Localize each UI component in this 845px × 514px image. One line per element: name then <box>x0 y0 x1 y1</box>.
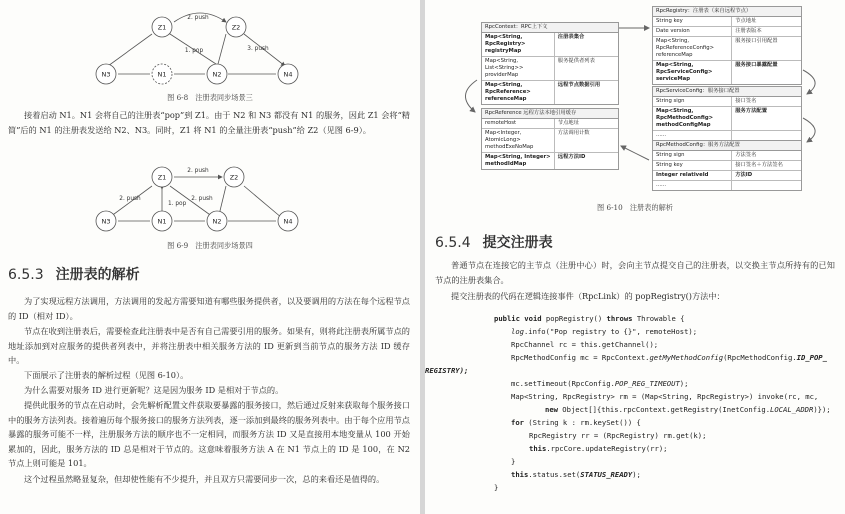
field-desc: 节点地址 <box>557 120 579 126</box>
field-desc: 接口签名＋方法签名 <box>735 162 783 168</box>
code-token: this <box>511 470 529 479</box>
code-line: Map<String, RpcRegistry> rm = (Map<String, RpcRegistry>) invoke(rc, mc, <box>511 392 819 401</box>
paragraph: 接着启动 N1。N1 会将自己的注册表“pop”到 Z1。由于 N2 和 N3 都没有 N1 的服务，因此 Z1 会将“精简”后的 N1 的注册表发送给 N2、N3。同时，Z1 将 N1 的全量注册表“push”给 Z2（见图 6-9）。 <box>8 110 410 135</box>
field-desc: 服务接口暴露配置 <box>735 62 778 68</box>
edge-z2-n2 <box>219 186 226 215</box>
box-row <box>482 81 618 104</box>
code-line <box>425 325 845 338</box>
field-name: Map<String, Integer> methodIdMap <box>482 153 555 169</box>
field-desc: 方法签名 <box>735 152 757 158</box>
paragraph: 提供此服务的节点在启动时，会先解析配置文件获取要暴露的服务接口，然后通过反射来获取每个服务接口中的服务方法列表。接着遍历每个服务接口的服务方法列表，逐一添加到最终的服务列表中。由于每个应用节点暴露的服务可能不一样，注册服务方法的顺序也不一定相同，而服务方法 ID 又是直接用本地变量从 100 开始累加的，因此，服务方法的 ID 总是相对于节点的。这意味着服务方法 A 在 N1 节点上的 ID 是 100，在 N2 节点上则可能是 101。 <box>8 400 410 468</box>
right-page <box>425 0 845 514</box>
field-name: Date version <box>653 27 732 36</box>
code-token: getMyMethodConfig <box>649 353 724 362</box>
label-n2: N2 <box>212 70 222 79</box>
label-z1: Z1 <box>157 173 167 182</box>
paragraph: 普通节点在连接它的主节点（注册中心）时，会向主节点提交自己的注册表，以交换主节点所持有的已知节点的注册表集合。 <box>435 260 835 285</box>
arrow-ctx-ref <box>465 80 477 112</box>
paragraph: 提交注册表的代码在逻辑连接事件（RpcLink）的 popRegistry()方法中： <box>451 291 725 301</box>
arrow-svc-mth <box>803 118 815 142</box>
field-name: Map<String, RpcReference> referenceMap <box>482 81 555 104</box>
code-token: log <box>511 327 524 336</box>
field-name: String key <box>653 161 732 170</box>
code-line <box>425 312 845 325</box>
field-desc: 注册表集合 <box>557 34 585 40</box>
rpcreference-box <box>481 108 619 170</box>
field-desc: 注册表版本 <box>735 28 762 34</box>
field-desc: 服务提供者列表 <box>557 58 595 64</box>
label-n1: N1 <box>157 217 167 226</box>
paragraph: 为什么需要对服务 ID 进行更新呢？这是因为服务 ID 是相对于节点的。 <box>24 385 284 395</box>
code-token: RpcMethodConfig mc = RpcContext. <box>511 353 650 362</box>
code-line: } <box>494 483 499 492</box>
code-token: ); <box>632 470 641 479</box>
code-token: ID_POP_ <box>796 353 827 362</box>
code-token: throws <box>606 314 633 323</box>
field-name: Map<String, RpcReferenceConfig> referenceMap <box>653 37 732 60</box>
code-token: STATUS_READY <box>580 470 633 479</box>
code-token: (RpcMethodConfig. <box>723 353 797 362</box>
left-page <box>0 0 420 514</box>
code-token: ); <box>679 379 689 388</box>
section-heading <box>8 264 140 284</box>
field-name: remoteHost <box>482 119 555 128</box>
code-token: .info("Pop registry to {}", remoteHost); <box>523 327 698 336</box>
field-name: Integer relativeId <box>653 171 732 180</box>
code-line <box>425 377 845 390</box>
figure-caption: 图 6-8 注册表同步场景三 <box>167 93 253 102</box>
edge-label-push: 2. push <box>187 15 209 21</box>
field-name: Map<String, RpcRegistry> registryMap <box>482 33 555 56</box>
box-row <box>653 61 801 84</box>
field-name: Map<Integer, AtomicLong> methodExeNoMap <box>482 129 555 152</box>
code-token: .status.set( <box>528 470 581 479</box>
field-desc: 方法调用计数 <box>557 130 590 136</box>
box-header: RpcMethodConfig：服务方法配置 <box>653 141 801 151</box>
field-desc: 服务方法配置 <box>735 108 767 114</box>
label-n4: N4 <box>283 217 293 226</box>
field-name: ...... <box>653 181 732 190</box>
field-desc: 接口签名 <box>735 98 757 104</box>
box-row <box>482 129 618 153</box>
label-n1: N1 <box>157 70 167 79</box>
label-n3: N3 <box>101 217 111 226</box>
field-name: Map<String, RpcMethodConfig> methodConfigMap <box>653 107 732 130</box>
field-desc: 远程节点数据引用 <box>557 82 601 88</box>
edge-z1-n3 <box>108 34 152 66</box>
code-block <box>425 312 845 494</box>
figure-6-8 <box>80 6 320 86</box>
rpcregistry-box <box>652 6 802 85</box>
code-token: new <box>545 405 558 414</box>
arrow-reg-svc <box>803 70 815 94</box>
paragraph: 下面展示了注册表的解析过程（见图 6-10）。 <box>24 370 189 380</box>
code-line: RpcChannel rc = this.getChannel(); <box>511 340 659 349</box>
label-z1: Z1 <box>157 23 167 32</box>
box-header: RpcRegistry：注册表（来自远程节点） <box>653 7 801 17</box>
label-z2: Z2 <box>231 23 241 32</box>
field-desc: 远程方法ID <box>557 154 586 160</box>
box-header: RpcContext：RPC上下文 <box>482 23 618 33</box>
field-desc: 方法ID <box>735 172 753 178</box>
edge-z2-n4 <box>244 186 282 218</box>
edge-label-pop: 1. pop <box>168 201 187 207</box>
code-line: } <box>511 457 516 466</box>
edge-label-pop: 1. pop <box>184 48 204 54</box>
box-row <box>653 151 801 161</box>
box-header: RpcReference 远程方法本地引用缓存 <box>482 109 618 119</box>
code-token: Throwable { <box>632 314 685 323</box>
box-row <box>653 131 801 140</box>
edge-label-push: 2. push <box>187 168 209 174</box>
code-token: )}); <box>813 405 831 414</box>
box-row <box>482 33 618 57</box>
label-n4: N4 <box>283 70 293 79</box>
box-row <box>653 37 801 61</box>
code-token: LOCAL_ADDR <box>770 405 814 414</box>
rpcmethodconfig-box <box>652 140 802 191</box>
paragraph: 节点在收到注册表后，需要检查此注册表中是否有自己需要引用的服务。如果有，则将此注册表所属节点的地址添加到对应服务的提供者列表中，并将注册表中相关服务方法的 ID 更新到当前节点的服务方法 ID 缓存中。 <box>8 326 410 365</box>
code-token: POP_REG_TIMEOUT <box>614 379 680 388</box>
code-token: for <box>511 418 524 427</box>
field-desc: 节点地址 <box>735 18 757 24</box>
code-token: this <box>529 444 547 453</box>
figure-caption: 图 6-10 注册表的解析 <box>597 203 673 212</box>
box-row <box>653 161 801 171</box>
label-n2: N2 <box>212 217 222 226</box>
code-token: public void <box>494 314 542 323</box>
code-line: REGISTRY); <box>425 366 469 375</box>
rpccontext-box <box>481 22 619 105</box>
box-row <box>653 107 801 131</box>
field-name: ...... <box>653 131 732 140</box>
code-line <box>425 442 845 455</box>
field-name: String sign <box>653 97 732 106</box>
field-name: Map<String, RpcServiceConfig> serviceMap <box>653 61 732 84</box>
arrow-mth-ref <box>621 146 649 160</box>
figure-caption: 图 6-9 注册表同步场景四 <box>167 241 253 250</box>
box-row <box>653 181 801 190</box>
code-line <box>425 416 845 429</box>
field-desc <box>732 131 801 140</box>
field-name: String sign <box>653 151 732 160</box>
box-row <box>482 153 618 169</box>
edge-label-push: 2. push <box>191 196 213 202</box>
section-title: 注册表的解析 <box>55 267 140 283</box>
box-header: RpcServiceConfig：服务接口配置 <box>653 87 801 97</box>
edge-label-push: 2. push <box>119 196 141 202</box>
box-row <box>482 119 618 129</box>
box-row <box>653 171 801 181</box>
section-title: 提交注册表 <box>482 235 553 251</box>
figure-6-9 <box>80 158 320 238</box>
section-number: 6.5.3 <box>8 267 44 283</box>
paragraph: 为了实现远程方法调用，方法调用的发起方需要知道有哪些服务提供者，以及要调用的方法在每个远程节点的 ID（相对 ID）。 <box>8 296 410 321</box>
code-line <box>425 351 845 364</box>
field-desc <box>732 181 801 190</box>
code-line <box>425 403 845 416</box>
field-desc: 服务接口引用配置 <box>735 38 778 44</box>
code-token: Object[]{this.rpcContext.getRegistry(InetConfig. <box>557 405 771 414</box>
section-number: 6.5.4 <box>435 235 471 251</box>
edge-label-push3: 3. push <box>247 46 269 52</box>
box-row <box>653 97 801 107</box>
label-n3: N3 <box>101 70 111 79</box>
code-line <box>425 468 845 481</box>
field-name: String key <box>653 17 732 26</box>
field-name: Map<String, List<String>> providerMap <box>482 57 555 80</box>
section-heading <box>435 232 553 252</box>
box-row <box>482 57 618 81</box>
edge-z2-n2 <box>218 34 226 64</box>
paragraph: 这个过程虽然略显复杂，但却使性能有不少提升，并且双方只需要同步一次，总的来看还是值得的。 <box>24 474 385 484</box>
box-row <box>653 27 801 37</box>
code-token: popRegistry() <box>541 314 607 323</box>
code-token: mc.setTimeout(RpcConfig. <box>511 379 615 388</box>
label-z2: Z2 <box>229 173 239 182</box>
code-line: RpcRegistry rr = (RpcRegistry) rm.get(k); <box>529 431 707 440</box>
code-token: .rpcCore.updateRegistry(rr); <box>546 444 668 453</box>
code-token: (String k : rm.keySet()) { <box>523 418 641 427</box>
rpcserviceconfig-box <box>652 86 802 141</box>
box-row <box>653 17 801 27</box>
